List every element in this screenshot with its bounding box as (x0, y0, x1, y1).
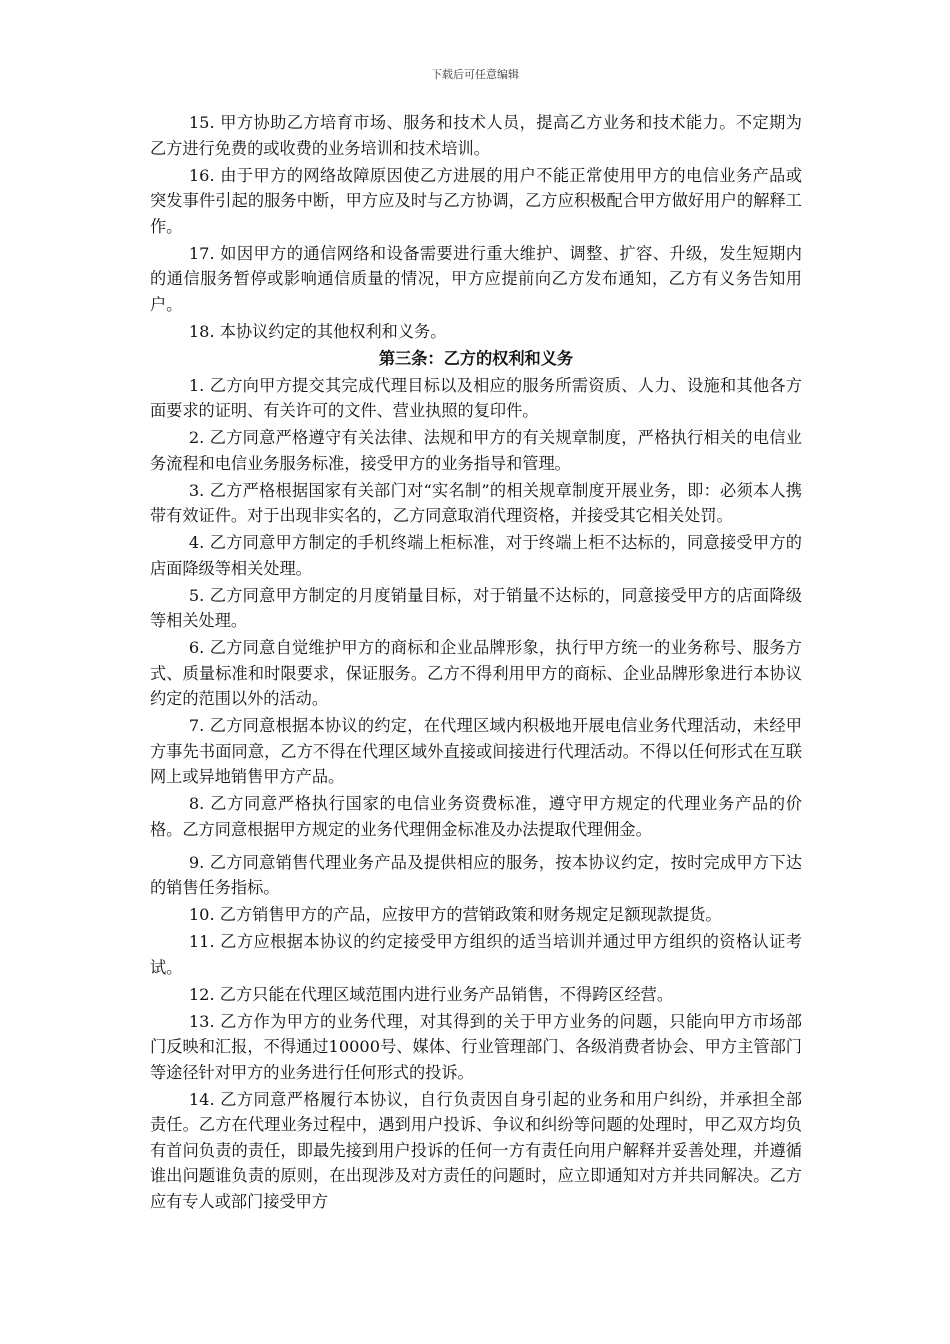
clause-b-3: 3. 乙方严格根据国家有关部门对“实名制”的相关规章制度开展业务，即：必须本人携带有效证件。对于出现非实名的，乙方同意取消代理资格，并接受其它相关处罚。 (150, 480, 802, 525)
clause-a-15: 15. 甲方协助乙方培育市场、服务和技术人员，提高乙方业务和技术能力。不定期为乙方进行免费的或收费的业务培训和技术培训。 (150, 113, 802, 158)
section-3-title: 第三条：乙方的权利和义务 (378, 348, 574, 368)
clause-b-1: 1. 乙方向甲方提交其完成代理目标以及相应的服务所需资质、人力、设施和其他各方面要求的证明、有关许可的文件、营业执照的复印件。 (150, 375, 802, 420)
clause-b-8: 8. 乙方同意严格执行国家的电信业务资费标准，遵守甲方规定的代理业务产品的价格。乙方同意根据甲方规定的业务代理佣金标准及办法提取代理佣金。 (150, 794, 802, 839)
clause-b-6: 6. 乙方同意自觉维护甲方的商标和企业品牌形象，执行甲方统一的业务称号、服务方式、质量标准和时限要求，保证服务。乙方不得利用甲方的商标、企业品牌形象进行本协议约定的范围以外的活动。 (150, 638, 802, 708)
clause-b-11: 11. 乙方应根据本协议的约定接受甲方组织的适当培训并通过甲方组织的资格认证考试。 (150, 932, 802, 977)
clause-b-7: 7. 乙方同意根据本协议的约定，在代理区域内积极地开展电信业务代理活动，未经甲方事先书面同意，乙方不得在代理区域外直接或间接进行代理活动。不得以任何形式在互联网上或异地销售甲方产品。 (150, 716, 802, 786)
page-header: 下载后可任意编辑 (431, 68, 519, 81)
clause-b-13: 13. 乙方作为甲方的业务代理，对其得到的关于甲方业务的问题，只能向甲方市场部门反映和汇报，不得通过10000号、媒体、行业管理部门、各级消费者协会、甲方主管部门等途径针对甲方的业务进行任何形式的投诉。 (150, 1011, 802, 1082)
clause-b-5: 5. 乙方同意甲方制定的月度销量目标，对于销量不达标的，同意接受甲方的店面降级等相关处理。 (150, 585, 802, 630)
clause-b-4: 4. 乙方同意甲方制定的手机终端上柜标准，对于终端上柜不达标的，同意接受甲方的店面降级等相关处理。 (150, 533, 802, 578)
clause-b-14: 14. 乙方同意严格履行本协议，自行负责因自身引起的业务和用户纠纷，并承担全部责任。乙方在代理业务过程中，遇到用户投诉、争议和纠纷等问题的处理时，甲乙双方均负有首问负责的责任，即最先接到用户投诉的任何一方有责任向用户解释并妥善处理，并遵循谁出问题谁负责的原则，在出现涉及对方责任的问题时，应立即通知对方并共同解决。乙方应有专人或部门接受甲方 (150, 1089, 802, 1211)
clause-b-12: 12. 乙方只能在代理区域范围内进行业务产品销售，不得跨区经营。 (188, 984, 674, 1004)
clause-b-10: 10. 乙方销售甲方的产品，应按甲方的营销政策和财务规定足额现款提货。 (188, 905, 722, 924)
clause-b-9: 9. 乙方同意销售代理业务产品及提供相应的服务，按本协议约定，按时完成甲方下达的销售任务指标。 (150, 852, 802, 897)
clause-a-16: 16. 由于甲方的网络故障原因使乙方进展的用户不能正常使用甲方的电信业务产品或突发事件引起的服务中断，甲方应及时与乙方协调，乙方应积极配合甲方做好用户的解释工作。 (150, 165, 802, 236)
clause-a-17: 17. 如因甲方的通信网络和设备需要进行重大维护、调整、扩容、升级，发生短期内的通信服务暂停或影响通信质量的情况，甲方应提前向乙方发布通知，乙方有义务告知用户。 (150, 243, 802, 314)
clause-a-18: 18. 本协议约定的其他权利和义务。 (188, 321, 447, 341)
clause-b-2: 2. 乙方同意严格遵守有关法律、法规和甲方的有关规章制度，严格执行相关的电信业务流程和电信业务服务标准，接受甲方的业务指导和管理。 (150, 428, 802, 473)
document-body (150, 110, 802, 1216)
